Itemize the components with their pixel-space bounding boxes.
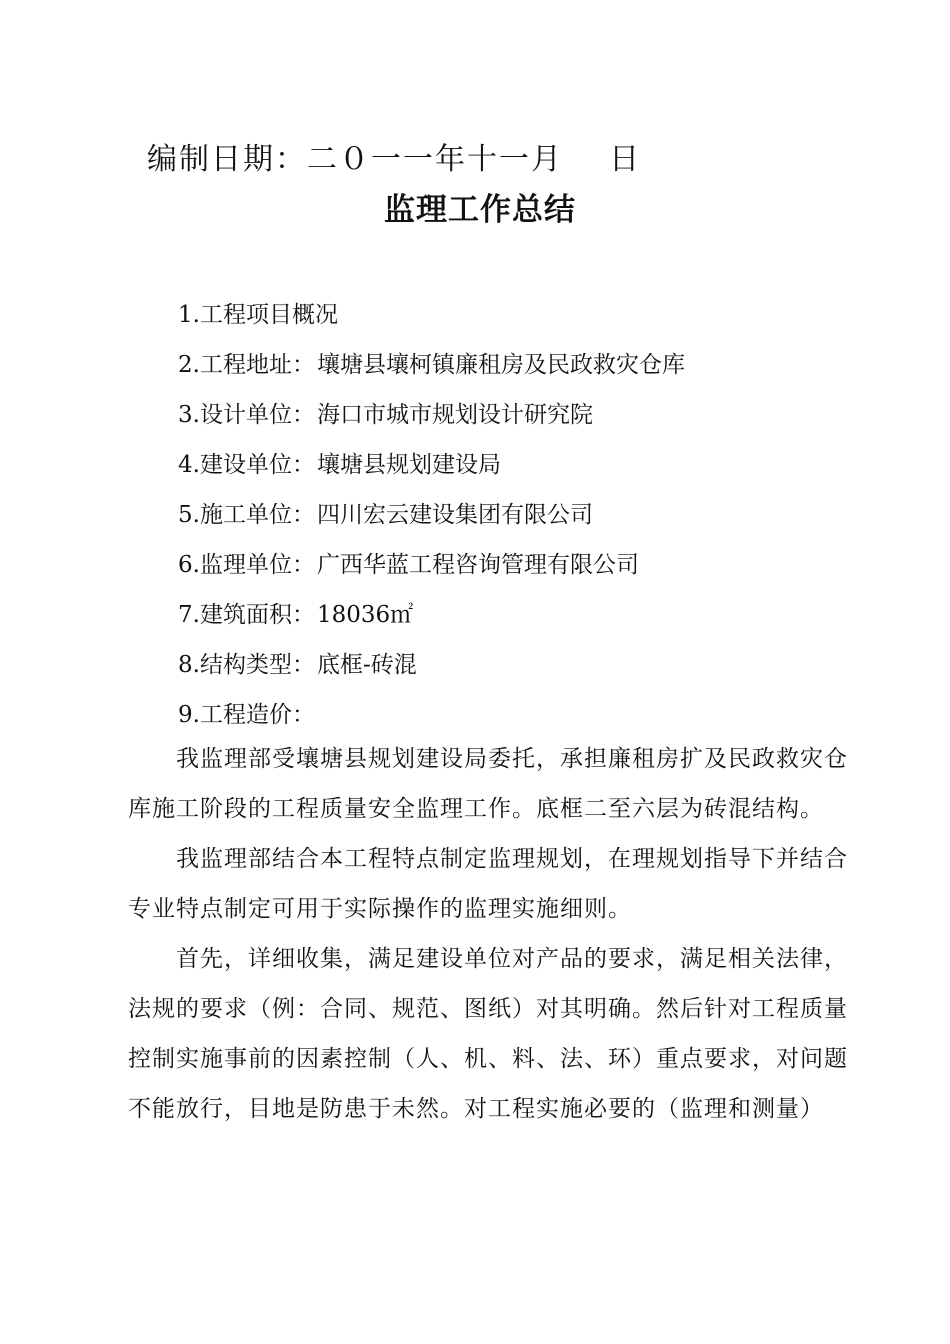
- list-item-project-overview: [178, 290, 685, 340]
- item-number: 4.: [178, 452, 200, 478]
- list-item-project-cost: [178, 690, 685, 740]
- document-title: 监理工作总结: [384, 192, 576, 228]
- list-item-construction-owner: [178, 440, 685, 490]
- item-label: 建筑面积：: [199, 602, 315, 628]
- summary-body: [128, 734, 848, 1134]
- item-label: 工程造价：: [199, 702, 315, 728]
- item-label: 设计单位：: [199, 402, 315, 428]
- item-label: 施工单位：: [199, 502, 315, 528]
- item-value: 壤塘县规划建设局: [316, 452, 501, 478]
- item-value: 海口市城市规划设计研究院: [316, 402, 593, 428]
- item-number: 1.: [178, 302, 200, 328]
- compile-date-line: 编制日期：二０一一年十一月 日: [147, 142, 642, 177]
- item-label: 结构类型：: [199, 652, 315, 678]
- item-number: 6.: [178, 552, 200, 578]
- item-number: 5.: [178, 502, 200, 528]
- body-paragraph: 我监理部受壤塘县规划建设局委托，承担廉租房扩及民政救灾仓库施工阶段的工程质量安全监理工作。底框二至六层为砖混结构。: [128, 746, 848, 822]
- list-item-structure-type: [178, 640, 685, 690]
- body-paragraph: 我监理部结合本工程特点制定监理规划，在理规划指导下并结合专业特点制定可用于实际操作的监理实施细则。: [128, 846, 848, 922]
- list-item-design-unit: [178, 390, 685, 440]
- item-label: 工程项目概况: [199, 302, 338, 328]
- list-item-contractor: [178, 490, 685, 540]
- list-item-supervision-unit: [178, 540, 685, 590]
- item-value: 广西华蓝工程咨询管理有限公司: [316, 552, 639, 578]
- item-label: 建设单位：: [199, 452, 315, 478]
- item-label: 工程地址：: [199, 352, 315, 378]
- item-value: 四川宏云建设集团有限公司: [316, 502, 593, 528]
- item-number: 9.: [178, 702, 200, 728]
- item-number: 3.: [178, 402, 200, 428]
- item-number: 8.: [178, 652, 200, 678]
- list-item-project-address: [178, 340, 685, 390]
- item-label: 监理单位：: [199, 552, 315, 578]
- item-number: 2.: [178, 352, 200, 378]
- list-item-building-area: [178, 590, 685, 640]
- project-info-list: [178, 290, 685, 740]
- item-number: 7.: [178, 602, 200, 628]
- body-paragraph: 首先，详细收集，满足建设单位对产品的要求，满足相关法律，法规的要求（例：合同、规范、图纸）对其明确。然后针对工程质量控制实施事前的因素控制（人、机、料、法、环）重点要求，对问题不能放行，目地是防患于未然。对工程实施必要的（监理和测量）: [128, 946, 848, 1122]
- item-value: 底框-砖混: [316, 652, 417, 678]
- item-value: 壤塘县壤柯镇廉租房及民政救灾仓库: [316, 352, 685, 378]
- item-value: 18036㎡: [316, 602, 414, 628]
